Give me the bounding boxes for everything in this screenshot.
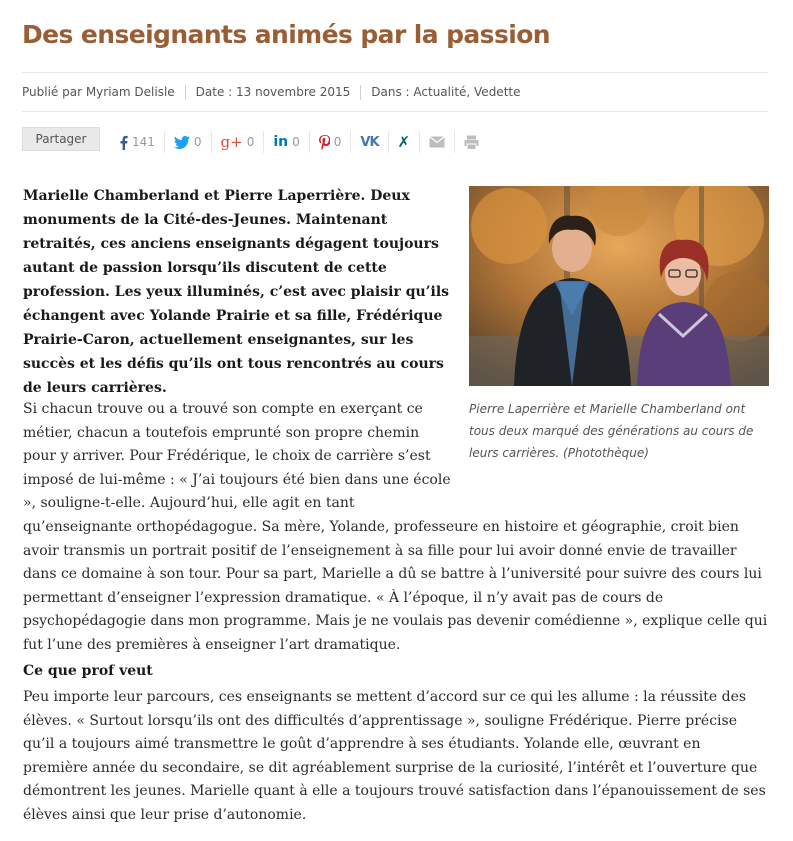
pinterest-count: 0 <box>333 135 342 149</box>
twitter-count: 0 <box>193 135 202 149</box>
meta-separator <box>185 85 186 100</box>
title-divider <box>22 72 768 73</box>
xing-share-button[interactable] <box>388 131 420 153</box>
pinterest-icon <box>319 135 330 150</box>
googleplus-icon: g+ <box>220 132 243 151</box>
facebook-icon <box>119 135 128 150</box>
xing-icon: ✗ <box>397 132 411 151</box>
vk-icon: VK <box>360 134 379 150</box>
googleplus-share-button[interactable] <box>211 131 264 153</box>
section-subheading: Ce que prof veut <box>23 663 153 679</box>
pinterest-share-button[interactable] <box>309 131 351 153</box>
meta-category: Dans : Actualité, Vedette <box>371 85 521 99</box>
meta-divider <box>22 111 768 112</box>
email-share-button[interactable] <box>419 131 454 153</box>
linkedin-count: 0 <box>292 135 300 149</box>
article-title: Des enseignants animés par la passion <box>22 20 550 49</box>
article-meta <box>22 84 521 100</box>
twitter-share-button[interactable] <box>164 131 211 153</box>
paragraph-1: Si chacun trouve ou a trouvé son compte en exerçant ce métier, chacun a toutefois emprunté son propre chemin pour y arriver. Pour Frédérique, le choix de carrière s’est imposé de lui-même : « J’ai toujours été bien dans une école », souligne-t-elle. Aujourd’hui, elle agit en tant <box>23 401 451 511</box>
print-share-button[interactable] <box>454 131 488 153</box>
article-photo <box>469 186 769 386</box>
paragraph-2: qu’enseignante orthopédagogue. Sa mère, Yolande, professeure en histoire et géographie, croit bien avoir transmis un portrait positif de l’enseignement à sa fille pour lui avoir donné envie de travailler dans ce domaine à son tour. Pour sa part, Marielle a dû se battre à l’université pour suivre des cours lui permettant d’enseigner l’expression dramatique. « À l’époque, il n’y avait pas de cours de psychopédagogie dans mon programme. Mais je ne voulais pas devenir comédienne », explique celle qui fut l’une des premières à enseigner l’art dramatique. <box>23 519 768 653</box>
photo-caption: Pierre Laperrière et Marielle Chamberland ont tous deux marqué des générations au cours de leurs carrières. (Photothèque) <box>469 402 754 460</box>
linkedin-share-button[interactable] <box>263 131 308 153</box>
vk-share-button[interactable] <box>350 131 387 153</box>
print-icon <box>464 135 479 150</box>
share-button[interactable]: Partager <box>22 127 100 151</box>
googleplus-count: 0 <box>246 135 255 149</box>
email-icon <box>429 136 445 148</box>
meta-author: Publié par Myriam Delisle <box>22 85 175 99</box>
meta-separator <box>360 85 361 100</box>
article-lead: Marielle Chamberland et Pierre Laperrière. Deux monuments de la Cité-des-Jeunes. Maintenant retraités, ces anciens enseignants dégagent toujours autant de passion lorsqu’ils discutent de cette profession. Les yeux illuminés, c’est avec plaisir qu’ils échangent avec Yolande Prairie et sa fille, Frédérique Prairie-Caron, actuellement enseignantes, sur les succès et les défis qu’ils ont tous rencontrés au cours de leurs carrières. <box>23 188 450 396</box>
twitter-icon <box>174 136 190 149</box>
linkedin-icon: in <box>273 134 289 150</box>
social-share-bar <box>110 130 488 154</box>
meta-date: Date : 13 novembre 2015 <box>195 85 351 99</box>
facebook-share-button[interactable] <box>110 131 164 153</box>
paragraph-3: Peu importe leur parcours, ces enseignants se mettent d’accord sur ce qui les allume : la réussite des élèves. « Surtout lorsqu’ils ont des difficultés d’apprentissage », souligne Frédérique. Pierre précise qu’il a toujours aimé transmettre le goût d’apprendre à ses étudiants. Yolande elle, œuvrant en première année du secondaire, se dit agréablement surprise de la curiosité, l’intérêt et l’ouverture que démontrent les jeunes. Marielle quant à elle a toujours trouvé satisfaction dans l’épanouissement de ses élèves ainsi que leur prise d’autonomie. <box>23 689 766 823</box>
facebook-count: 141 <box>132 135 155 149</box>
